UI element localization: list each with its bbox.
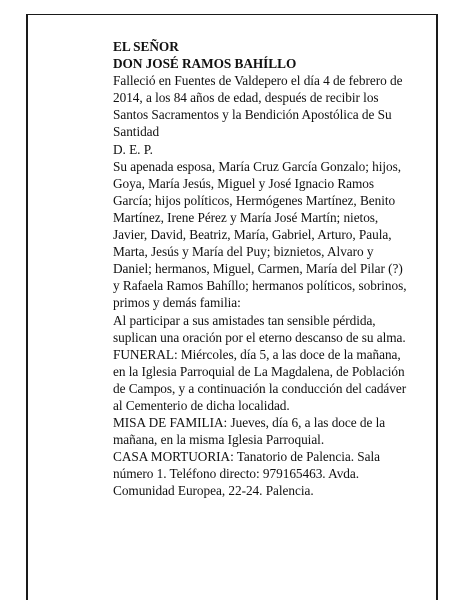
text-line: Marta, Jesús y María del Puy; biznietos, Alvaro y [113, 244, 374, 260]
text-line: primos y demás familia: [113, 295, 241, 311]
text-line: al Cementerio de dicha localidad. [113, 397, 290, 413]
obituary-text [113, 38, 429, 500]
text-line: en la Iglesia Parroquial de La Magdalena, de Población [113, 363, 405, 379]
text-line: MISA DE FAMILIA: Jueves, día 6, a las doce de la [113, 415, 386, 431]
text-line: CASA MORTUORIA: Tanatorio de Palencia. Sala [113, 449, 380, 465]
text-line: suplican una oración por el eterno descanso de su alma. [113, 329, 406, 345]
text-line: Martínez, Irene Pérez y María José Martín; nietos, [113, 209, 379, 225]
text-line: D. E. P. [113, 141, 153, 157]
deceased-name: DON JOSÉ RAMOS BAHÍLLO [113, 56, 297, 72]
text-line: García; hijos políticos, Hermógenes Martínez, Benito [113, 192, 396, 208]
text-line: número 1. Teléfono directo: 979165463. Avda. [113, 466, 360, 482]
text-line: mañana, en la misma Iglesia Parroquial. [113, 432, 325, 448]
text-line: Santos Sacramentos y la Bendición Apostólica de Su [113, 107, 392, 123]
text-line: Santidad [113, 124, 160, 140]
text-line: Javier, David, Beatriz, María, Gabriel, Arturo, Paula, [113, 227, 392, 243]
text-line: Su apenada esposa, María Cruz García Gonzalo; hijos, [113, 158, 401, 174]
text-line: 2014, a los 84 años de edad, después de recibir los [113, 90, 379, 106]
text-line: FUNERAL: Miércoles, día 5, a las doce de la mañana, [113, 346, 401, 362]
text-line: de Campos, y a continuación la conducción del cadáver [113, 380, 407, 396]
text-line: Al participar a sus amistades tan sensible pérdida, [113, 312, 376, 328]
text-line: Daniel; hermanos, Miguel, Carmen, María del Pilar (?) [113, 261, 403, 277]
text-line: Falleció en Fuentes de Valdepero el día 4 de febrero de [113, 73, 403, 89]
text-line: Goya, María Jesús, Miguel y José Ignacio Ramos [113, 175, 375, 191]
text-line: Comunidad Europea, 22-24. Palencia. [113, 483, 314, 499]
text-line: y Rafaela Ramos Bahíllo; hermanos políticos, sobrinos, [113, 278, 407, 294]
obituary-title: EL SEÑOR [113, 39, 179, 54]
